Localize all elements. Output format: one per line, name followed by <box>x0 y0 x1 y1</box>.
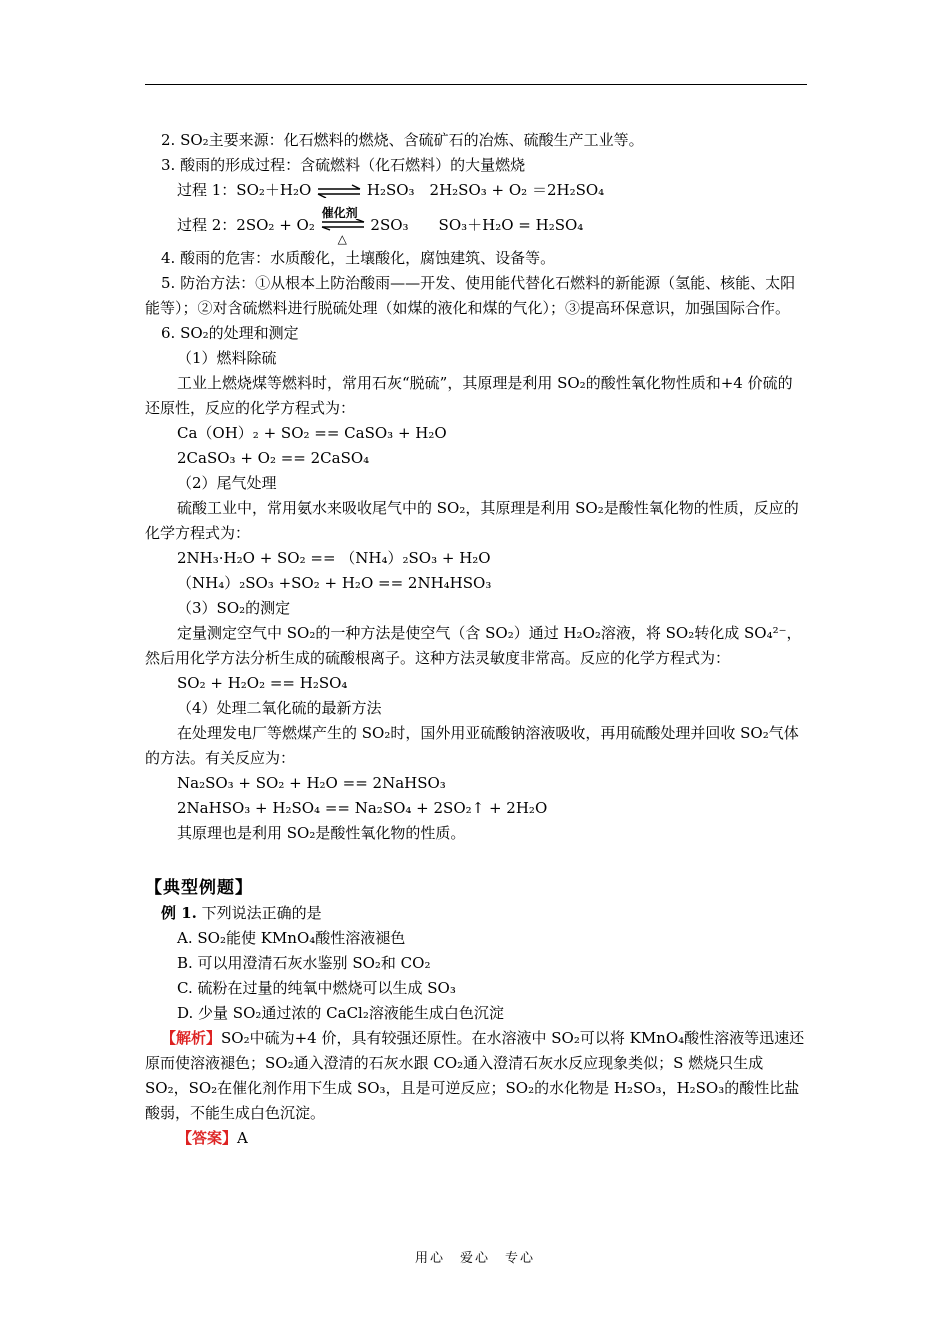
sub-4-equation-2: 2NaHSO₃ + H₂SO₄ == Na₂SO₄ + 2SO₂↑ + 2H₂O <box>177 799 548 817</box>
sub-2-equation-1: 2NH₃·H₂O + SO₂ == （NH₄）₂SO₃ + H₂O <box>177 549 491 567</box>
sub-3-heading: （3）SO₂的测定 <box>177 599 291 617</box>
analysis-label: 【解析】 <box>161 1029 222 1047</box>
example-question-text: 下列说法正确的是 <box>201 904 322 922</box>
process-1-equation <box>145 178 807 203</box>
example-section-title: 【典型例题】 <box>145 878 253 898</box>
sub-4-conclusion: 其原理也是利用 SO₂是酸性氧化物的性质。 <box>177 824 466 842</box>
catalyst-arrow-icon <box>320 206 366 246</box>
answer-line <box>145 1126 807 1151</box>
process-1-right: H₂SO₃ 2H₂SO₃ + O₂ ＝2H₂SO₄ <box>366 181 605 199</box>
document-body <box>145 128 807 1151</box>
sub-2-paragraph: 硫酸工业中，常用氨水来吸收尾气中的 SO₂，其原理是利用 SO₂是酸性氧化物的性质，反应的化学方程式为： <box>145 499 799 542</box>
option-d: D. 少量 SO₂通过浓的 CaCl₂溶液能生成白色沉淀 <box>177 1004 504 1022</box>
heat-symbol: △ <box>337 232 347 246</box>
process-1-left: 过程 1：SO₂＋H₂O <box>177 181 312 199</box>
option-b: B. 可以用澄清石灰水鉴别 SO₂和 CO₂ <box>177 954 431 972</box>
sub-4-heading: （4）处理二氧化硫的最新方法 <box>177 699 382 717</box>
reversible-arrow-icon <box>316 184 362 198</box>
point-6-heading: 6. SO₂的处理和测定 <box>161 324 299 342</box>
sub-3-paragraph: 定量测定空气中 SO₂的一种方法是使空气（含 SO₂）通过 H₂O₂溶液，将 SO₂转化成 SO₄²⁻，然后用化学方法分析生成的硫酸根离子。这种方法灵敏度非常高。反应的化学方程式为： <box>145 624 802 667</box>
sub-4-equation-1: Na₂SO₃ + SO₂ + H₂O == 2NaHSO₃ <box>177 774 446 792</box>
sub-2-equation-2: （NH₄）₂SO₃ +SO₂ + H₂O == 2NH₄HSO₃ <box>177 574 492 592</box>
header-rule <box>145 84 807 85</box>
analysis-text: SO₂中硫为+4 价，具有较强还原性。在水溶液中 SO₂可以将 KMnO₄酸性溶液等迅速还原而使溶液褪色；SO₂通入澄清的石灰水跟 CO₂通入澄清石灰水反应现象类似；S 燃烧只生成 SO₂，SO₂在催化剂作用下生成 SO₃，且是可逆反应；SO₂的水化物是 H₂SO₃，H₂SO₃的酸性比盐酸弱，不能生成白色沉淀。 <box>145 1029 805 1122</box>
point-2-sources: 2. SO₂主要来源：化石燃料的燃烧、含硫矿石的冶炼、硫酸生产工业等。 <box>161 131 644 149</box>
sub-1-equation-2: 2CaSO₃ + O₂ == 2CaSO₄ <box>177 449 370 467</box>
option-a: A. SO₂能使 KMnO₄酸性溶液褪色 <box>177 929 406 947</box>
sub-4-paragraph: 在处理发电厂等燃煤产生的 SO₂时，国外用亚硫酸钠溶液吸收，再用硫酸处理并回收 SO₂气体的方法。有关反应为： <box>145 724 799 767</box>
option-c: C. 硫粉在过量的纯氧中燃烧可以生成 SO₃ <box>177 979 456 997</box>
process-2-left: 过程 2：2SO₂ + O₂ <box>177 216 315 234</box>
example-question <box>145 901 807 926</box>
page-footer: 用心 爱心 专心 <box>414 1251 535 1266</box>
answer-label: 【答案】 <box>177 1129 238 1147</box>
analysis-paragraph <box>145 1026 807 1126</box>
example-number: 例 1. <box>161 904 197 922</box>
point-4-harm: 4. 酸雨的危害：水质酸化，土壤酸化，腐蚀建筑、设备等。 <box>161 249 556 267</box>
sub-2-heading: （2）尾气处理 <box>177 474 277 492</box>
sub-3-equation-1: SO₂ + H₂O₂ == H₂SO₄ <box>177 674 348 692</box>
answer-text: A <box>237 1129 248 1147</box>
point-3-formation: 3. 酸雨的形成过程：含硫燃料（化石燃料）的大量燃烧 <box>161 156 526 174</box>
point-5-prevention: 5. 防治方法：①从根本上防治酸雨——开发、使用能代替化石燃料的新能源（氢能、核能、太阳能等）；②对含硫燃料进行脱硫处理（如煤的液化和煤的气化）；③提高环保意识，加强国际合作。 <box>145 274 796 317</box>
sub-1-paragraph: 工业上燃烧煤等燃料时，常用石灰“脱硫”，其原理是利用 SO₂的酸性氧化物性质和+4 价硫的还原性，反应的化学方程式为： <box>145 374 793 417</box>
process-2-right: 2SO₃ SO₃＋H₂O = H₂SO₄ <box>370 216 584 234</box>
sub-1-heading: （1）燃料除硫 <box>177 349 277 367</box>
process-2-equation <box>145 206 807 246</box>
sub-1-equation-1: Ca（OH）₂ + SO₂ == CaSO₃ + H₂O <box>177 424 447 442</box>
catalyst-label: 催化剂 <box>321 206 358 220</box>
